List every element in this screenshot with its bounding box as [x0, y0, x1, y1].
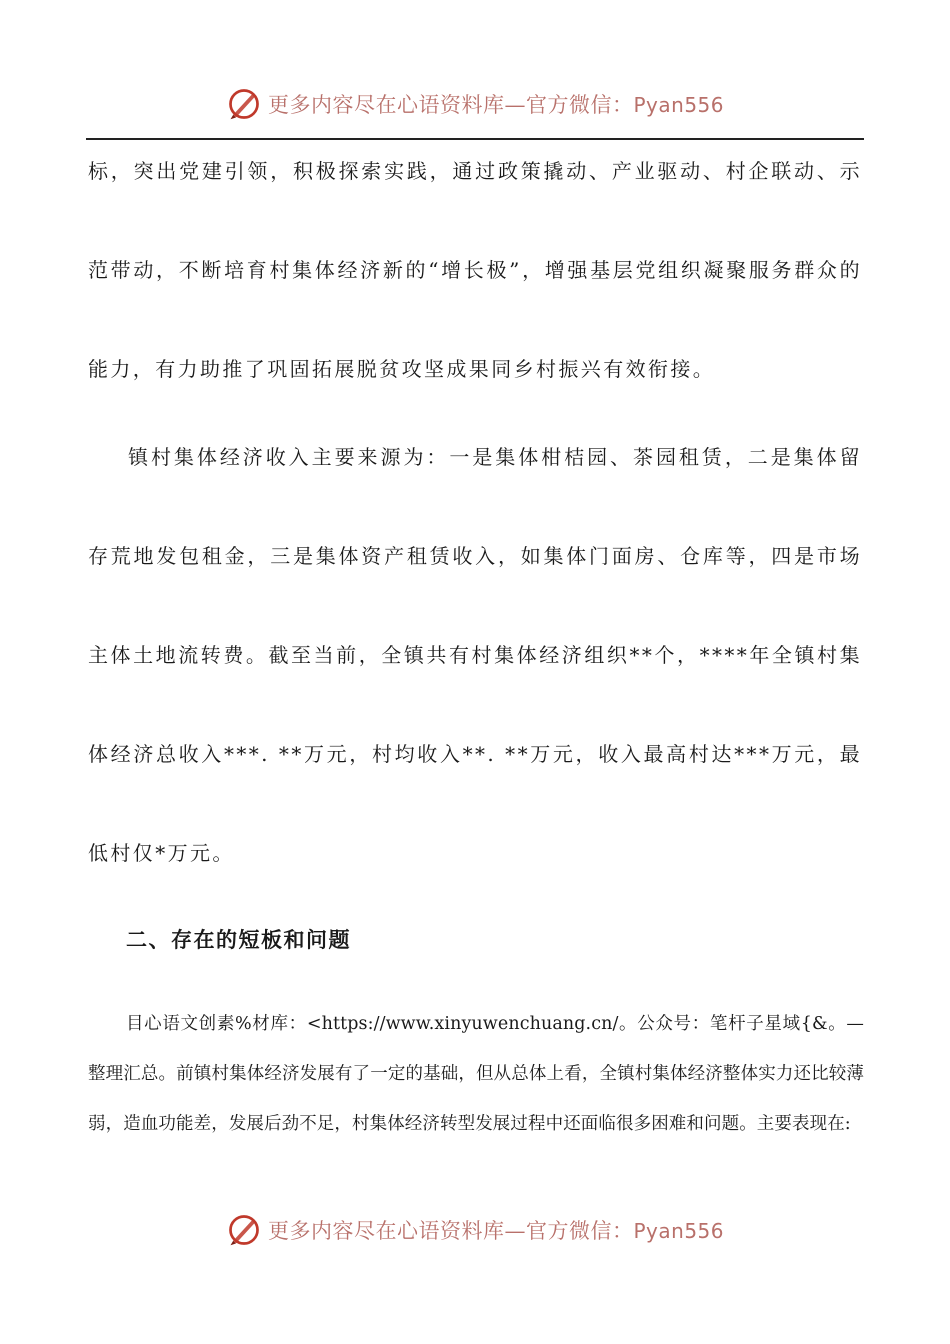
header-banner	[0, 82, 950, 126]
body-paragraph-2: 镇村集体经济收入主要来源为：一是集体柑桔园、茶园租赁，二是集体留存荒地发包租金，三是集体资产租赁收入，如集体门面房、仓库等，四是市场主体土地流转费。截至当前，全镇共有村集体经济组织**个，****年全镇村集体经济总收入***. **万元，村均收入**. **万元，收入最高村达***万元，最低村仅*万元。	[88, 445, 862, 865]
footer-banner-text: 更多内容尽在心语资料库—官方微信：Pyan556	[267, 1219, 724, 1243]
section-heading: 二、存在的短板和问题	[126, 928, 351, 952]
header-banner-text: 更多内容尽在心语资料库—官方微信：Pyan556	[267, 93, 724, 117]
header-wechat-id: Pyan556	[633, 93, 724, 117]
footer-wechat-id: Pyan556	[633, 1219, 724, 1243]
body-paragraph-3: 目心语文创素%材库：<https://www.xinyuwenchuang.cn/。公众号：笔杆子星域{&。—整理汇总。前镇村集体经济发展有了一定的基础，但从总体上看，全镇村集体经济整体实力还比较薄弱，造血功能差，发展后劲不足，村集体经济转型发展过程中还面临很多困难和问题。主要表现在:	[88, 1014, 864, 1134]
pen-in-circle-icon	[226, 86, 262, 122]
pen-in-circle-icon	[226, 1212, 262, 1248]
body-paragraph-1: 标，突出党建引领，积极探索实践，通过政策撬动、产业驱动、村企联动、示范带动，不断培育村集体经济新的“增长极”，增强基层党组织凝聚服务群众的能力，有力助推了巩固拓展脱贫攻坚成果同乡村振兴有效衔接。	[88, 159, 862, 381]
footer-banner	[0, 1208, 950, 1252]
